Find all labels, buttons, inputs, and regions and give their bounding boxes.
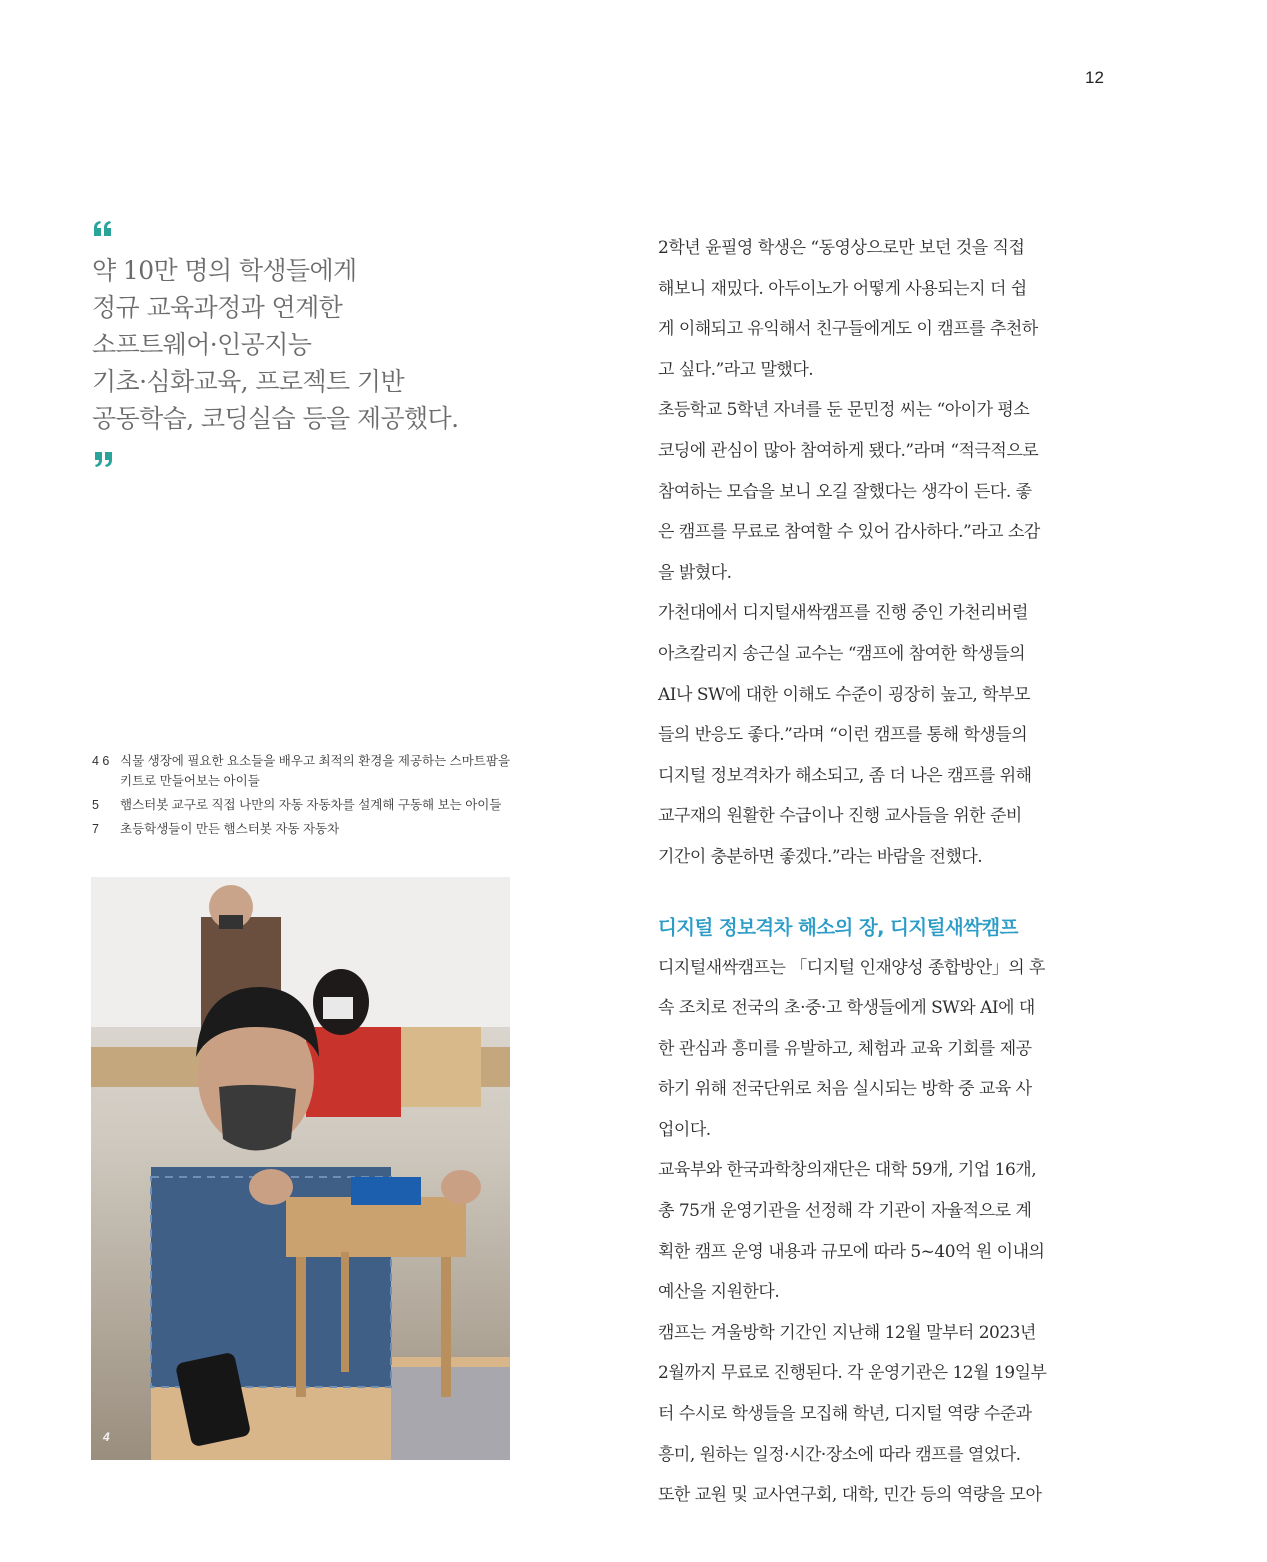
body-line: 총 75개 운영기관을 선정해 각 기관이 자율적으로 계 (658, 1201, 1032, 1222)
body-line: 터 수시로 학생들을 모집해 학년, 디지털 역량 수준과 (658, 1404, 1032, 1425)
body-line: 을 밝혔다. (658, 562, 732, 583)
body-line: 해보니 재밌다. 아두이노가 어떻게 사용되는지 더 쉽 (658, 278, 1027, 299)
section-heading: 디지털 정보격차 해소의 장, 디지털새싹캠프 (658, 915, 1018, 939)
body-line: 한 관심과 흥미를 유발하고, 체험과 교육 기회를 제공 (658, 1038, 1032, 1059)
caption-text: 식물 생장에 필요한 요소들을 배우고 최적의 환경을 제공하는 스마트팜을 키트로 만들어보는 아이들 (120, 754, 511, 788)
photo-captions (92, 751, 512, 843)
body-line: 흥미, 원하는 일정·시간·장소에 따라 캠프를 열었다. (658, 1444, 1021, 1465)
page-number: 12 (1085, 68, 1104, 87)
body-line: 가천대에서 디지털새싹캠프를 진행 중인 가천리버럴 (658, 603, 1028, 624)
body-line: 디지털새싹캠프는 「디지털 인재양성 종합방안」의 후 (658, 957, 1045, 978)
pull-quote-line: 공동학습, 코딩실습 등을 제공했다. (92, 404, 459, 433)
body-line: 업이다. (658, 1119, 711, 1140)
body-line: 하기 위해 전국단위로 처음 실시되는 방학 중 교육 사 (658, 1079, 1032, 1100)
body-line: 교육부와 한국과학창의재단은 대학 59개, 기업 16개, (658, 1160, 1037, 1181)
pull-quote-line: 기초·심화교육, 프로젝트 기반 (92, 367, 404, 396)
body-paragraph (658, 1313, 1118, 1516)
caption-number: 7 (92, 822, 99, 836)
pull-quote (92, 252, 552, 437)
body-paragraph (658, 593, 1118, 877)
body-line: 2학년 윤필영 학생은 “동영상으로만 보던 것을 직접 (658, 238, 1025, 258)
body-paragraph (658, 948, 1118, 1151)
body-line: 또한 교원 및 교사연구회, 대학, 민간 등의 역량을 모아 (658, 1485, 1042, 1506)
body-line: 은 캠프를 무료로 참여할 수 있어 감사하다.”라고 소감 (658, 522, 1040, 543)
body-line: 속 조치로 전국의 초·중·고 학생들에게 SW와 AI에 대 (658, 998, 1035, 1019)
close-quote-icon (92, 452, 114, 468)
body-line: 예산을 지원한다. (658, 1282, 780, 1303)
caption-text: 햄스터봇 교구로 직접 나만의 자동 자동차를 설계해 구동해 보는 아이들 (120, 798, 502, 812)
body-line: 들의 반응도 좋다.”라며 “이런 캠프를 통해 학생들의 (658, 725, 1028, 746)
pull-quote-line: 정규 교육과정과 연계한 (92, 293, 343, 322)
body-paragraph (658, 390, 1118, 593)
body-line: 2월까지 무료로 진행된다. 각 운영기관은 12월 19일부 (658, 1363, 1047, 1384)
caption-text: 초등학생들이 만든 햄스터봇 자동 자동차 (120, 822, 340, 836)
caption-item (92, 751, 512, 791)
body-line: 디지털 정보격차가 해소되고, 좀 더 나은 캠프를 위해 (658, 765, 1032, 786)
pull-quote-line: 소프트웨어·인공지능 (92, 330, 312, 359)
body-line: AI나 SW에 대한 이해도 수준이 굉장히 높고, 학부모 (658, 684, 1030, 705)
body-line: 고 싶다.”라고 말했다. (658, 359, 814, 380)
body-line: 초등학교 5학년 자녀를 둔 문민정 씨는 “아이가 평소 (658, 400, 1030, 421)
caption-item (92, 819, 512, 839)
article-body (658, 228, 1118, 1516)
body-line: 아츠칼리지 송근실 교수는 “캠프에 참여한 학생들의 (658, 643, 1026, 664)
open-quote-icon (92, 220, 114, 236)
body-line: 기간이 충분하면 좋겠다.”라는 바람을 전했다. (658, 846, 983, 867)
classroom-photo (91, 877, 510, 1460)
body-paragraph (658, 228, 1118, 390)
caption-number: 5 (92, 798, 99, 812)
caption-number: 4 6 (92, 754, 110, 768)
body-line: 참여하는 모습을 보니 오길 잘했다는 생각이 든다. 좋 (658, 481, 1032, 502)
body-line: 캠프는 겨울방학 기간인 지난해 12월 말부터 2023년 (658, 1322, 1036, 1343)
pull-quote-line: 약 10만 명의 학생들에게 (92, 256, 357, 285)
body-line: 교구재의 원활한 수급이나 진행 교사들을 위한 준비 (658, 806, 1022, 827)
body-line: 게 이해되고 유익해서 친구들에게도 이 캠프를 추천하 (658, 319, 1038, 340)
body-paragraph (658, 1150, 1118, 1312)
body-line: 획한 캠프 운영 내용과 규모에 따라 5~40억 원 이내의 (658, 1241, 1045, 1262)
photo-number-badge: 4 (103, 1430, 110, 1444)
photo-illustration (91, 877, 510, 1460)
body-line: 코딩에 관심이 많아 참여하게 됐다.”라며 “적극적으로 (658, 440, 1039, 461)
caption-item (92, 795, 512, 815)
